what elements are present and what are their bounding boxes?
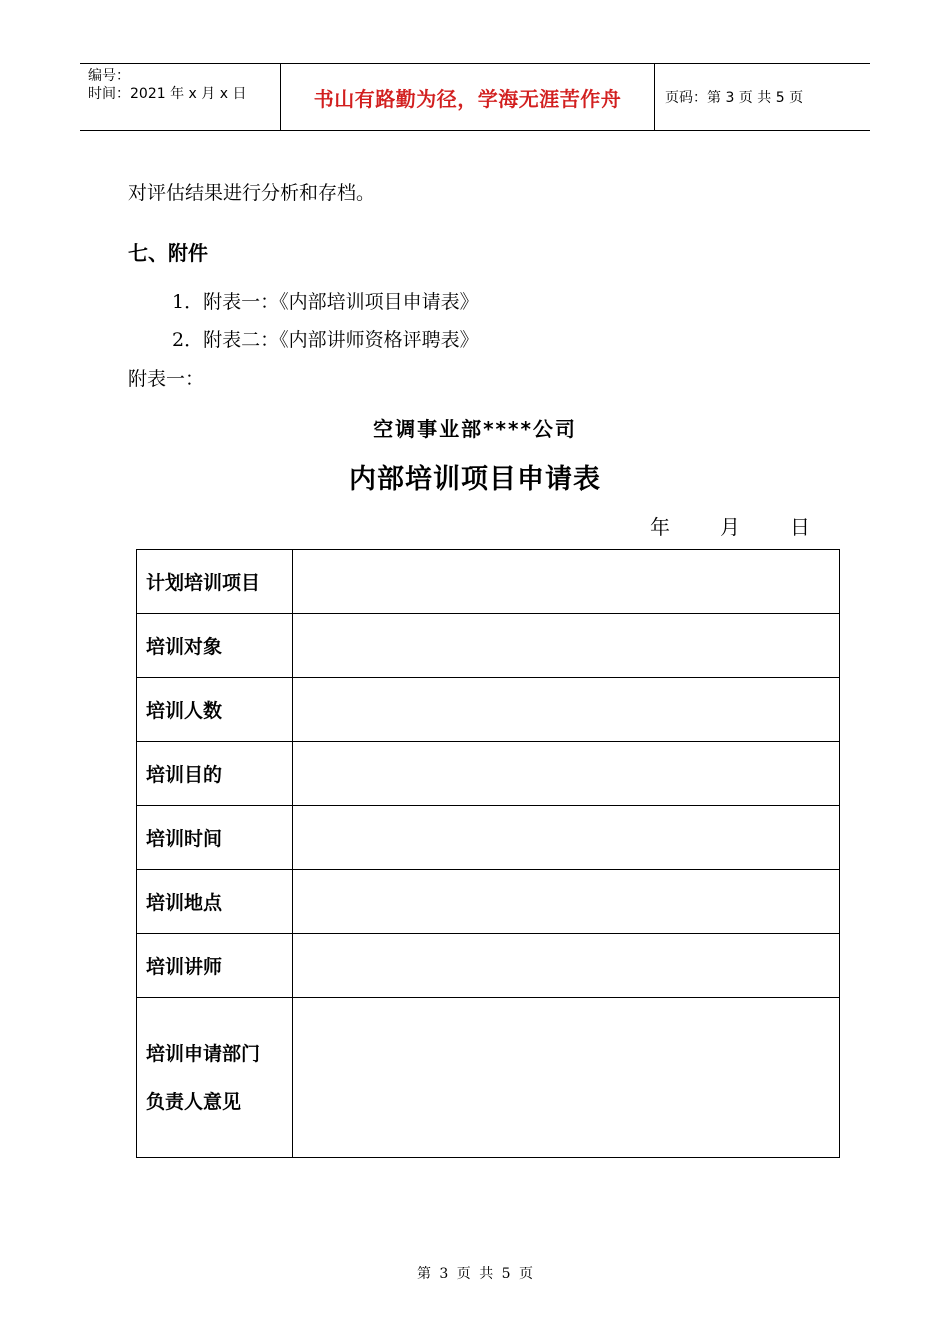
header-left-cell [80, 64, 281, 130]
section-heading: 七、附件 [128, 241, 208, 265]
date-year-label: 年 [650, 515, 670, 539]
row-value-headcount[interactable] [293, 678, 840, 742]
form-date [650, 511, 810, 540]
header-page-info: 页码：第 3 页 共 5 页 [665, 90, 804, 106]
row-value-project[interactable] [293, 550, 840, 614]
form-row-time [137, 806, 840, 870]
form-row-purpose [137, 742, 840, 806]
company-name: 空调事业部****公司 [373, 417, 577, 441]
row-label-purpose: 培训目的 [137, 742, 293, 806]
form-title: 内部培训项目申请表 [349, 464, 601, 495]
intro-text: 对评估结果进行分析和存档。 [128, 182, 376, 204]
row-label-audience: 培训对象 [137, 614, 293, 678]
row-value-audience[interactable] [293, 614, 840, 678]
row-label-project: 计划培训项目 [137, 550, 293, 614]
form-row-location [137, 870, 840, 934]
page-footer: 第 3 页 共 5 页 [416, 1266, 534, 1282]
row-value-purpose[interactable] [293, 742, 840, 806]
row-label-headcount: 培训人数 [137, 678, 293, 742]
row-label-time: 培训时间 [137, 806, 293, 870]
date-month-label: 月 [720, 515, 740, 539]
form-row-audience [137, 614, 840, 678]
row-label-approval-line2: 负责人意见 [146, 1090, 242, 1113]
header-number-label: 编号： [88, 68, 130, 84]
row-value-approval[interactable] [293, 998, 840, 1158]
header-time-label: 时间：2021 年 x 月 x 日 [88, 86, 247, 102]
form-row-trainer [137, 934, 840, 998]
application-form-table [136, 549, 840, 1158]
row-label-location: 培训地点 [137, 870, 293, 934]
form-row-project [137, 550, 840, 614]
row-label-trainer: 培训讲师 [137, 934, 293, 998]
row-value-trainer[interactable] [293, 934, 840, 998]
row-label-approval [137, 998, 293, 1158]
attachment-item-2: 2．附表二：《内部讲师资格评聘表》 [172, 329, 479, 351]
attachment-item-1: 1．附表一：《内部培训项目申请表》 [172, 291, 479, 313]
appendix-label: 附表一： [128, 368, 205, 390]
form-row-approval [137, 998, 840, 1158]
form-row-headcount [137, 678, 840, 742]
row-value-time[interactable] [293, 806, 840, 870]
row-label-approval-line1: 培训申请部门 [146, 1042, 261, 1065]
date-day-label: 日 [790, 515, 810, 539]
row-value-location[interactable] [293, 870, 840, 934]
header-motto: 书山有路勤为径，学海无涯苦作舟 [281, 64, 655, 130]
page-header [80, 63, 870, 131]
